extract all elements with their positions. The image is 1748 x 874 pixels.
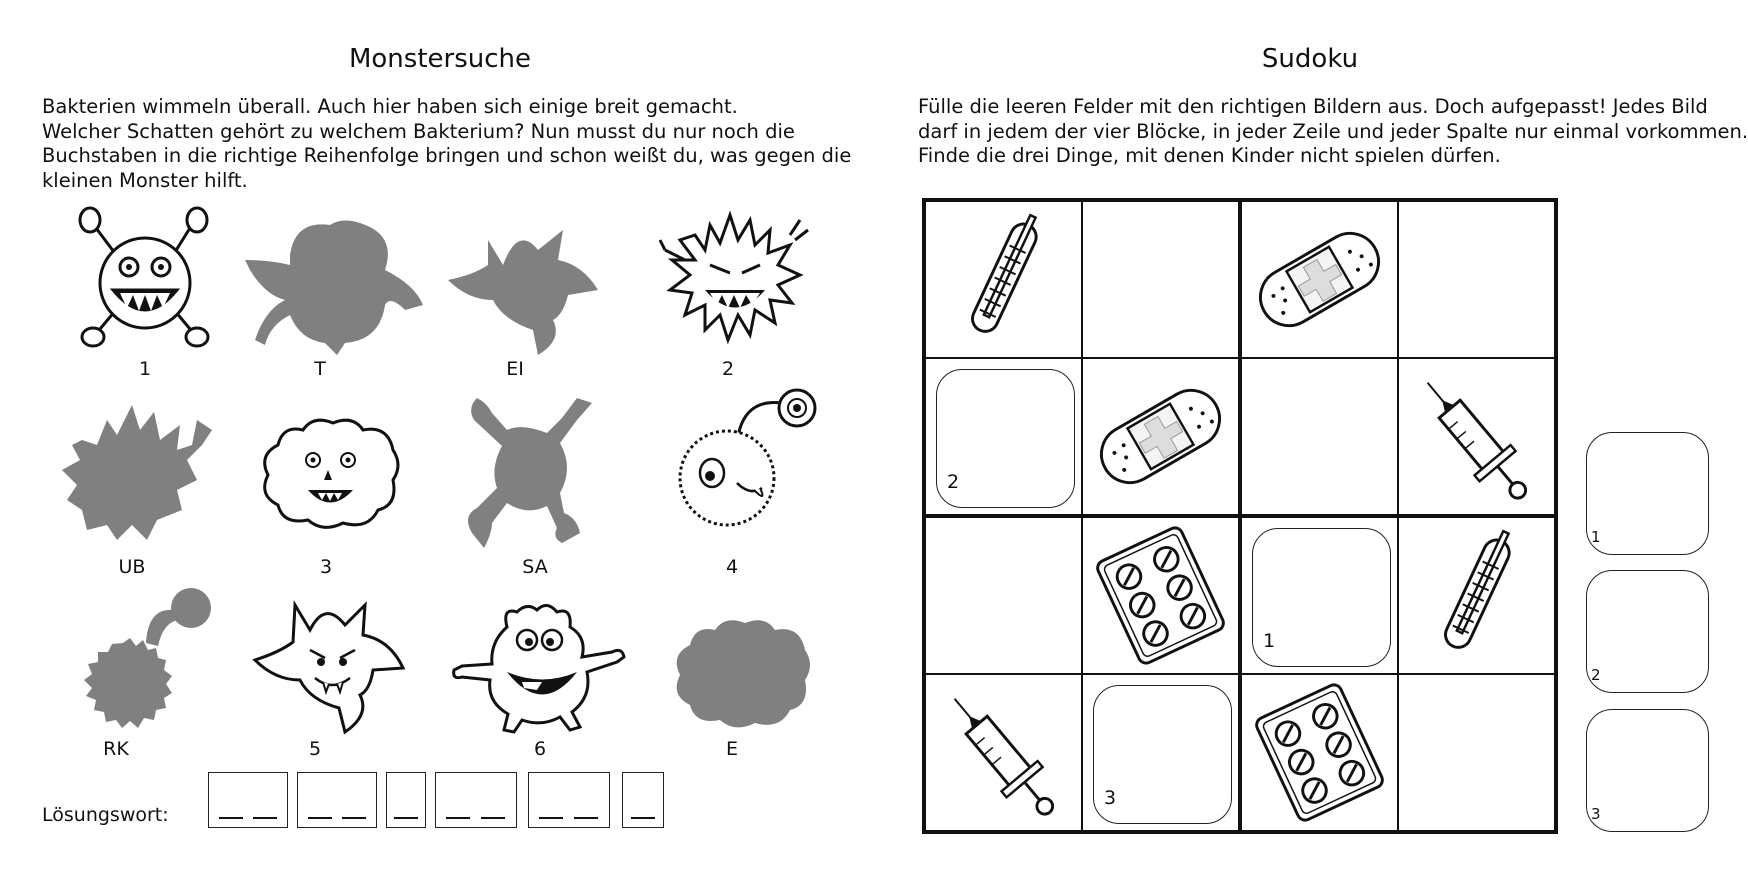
monster-label: 6 xyxy=(533,738,547,760)
solution-box[interactable] xyxy=(622,772,664,828)
instruction-line: Buchstaben in die richtige Reihenfolge bringen und schon weißt du, was gegen die xyxy=(42,144,852,167)
instruction-line: darf in jedem der vier Blöcke, in jeder Zeile und jeder Spalte nur einmal vorkommen. xyxy=(918,119,1748,143)
blob-bacterium-shadow-icon xyxy=(670,615,815,730)
syringe-icon xyxy=(926,675,1081,830)
letter-blank xyxy=(308,817,332,819)
thermometer-icon xyxy=(926,202,1081,357)
sudoku-cell[interactable] xyxy=(1083,202,1242,361)
sudoku-cell[interactable] xyxy=(1242,359,1401,518)
sudoku-cell[interactable] xyxy=(1399,675,1558,834)
spiky-angry-bacterium-icon xyxy=(660,205,810,345)
sudoku-cell[interactable] xyxy=(1083,675,1242,834)
blank-number: 3 xyxy=(1104,787,1117,809)
shadow-label: EI xyxy=(506,358,524,380)
letter-blank xyxy=(446,817,470,819)
letter-blank xyxy=(219,817,243,819)
letter-blank xyxy=(631,817,655,819)
bat-bacterium-icon xyxy=(255,600,405,735)
instruction-line: kleinen Monster hilft. xyxy=(42,168,248,192)
letter-blank xyxy=(253,817,277,819)
shadow-label: SA xyxy=(522,556,548,578)
monster-label: 4 xyxy=(725,556,739,578)
bandage-icon xyxy=(1242,202,1397,357)
shadow-label: T xyxy=(314,358,326,380)
eye-stalk-bacterium-icon xyxy=(672,388,822,533)
sudoku-cell[interactable] xyxy=(926,675,1085,834)
solution-box[interactable] xyxy=(297,772,377,828)
stalk-bacterium-shadow-icon xyxy=(462,398,597,548)
sudoku-cell[interactable] xyxy=(1399,359,1558,518)
letter-blank xyxy=(342,817,366,819)
solution-box[interactable] xyxy=(386,772,426,828)
answer-number: 3 xyxy=(1591,805,1601,823)
sudoku-cell[interactable] xyxy=(926,202,1085,361)
letter-blank xyxy=(394,817,418,819)
letter-blank xyxy=(481,817,505,819)
thermometer-icon xyxy=(1399,518,1554,673)
sudoku-grid xyxy=(922,198,1558,834)
solution-box[interactable] xyxy=(208,772,288,828)
monster-label: 3 xyxy=(319,556,333,578)
sudoku-cell[interactable] xyxy=(1083,359,1242,518)
pills-icon xyxy=(1083,518,1238,673)
sudoku-instructions xyxy=(918,95,1748,169)
four-arm-bacterium-shadow-icon xyxy=(245,215,425,355)
answer-number: 2 xyxy=(1591,666,1601,684)
sudoku-cell[interactable] xyxy=(1399,202,1558,361)
sudoku-title: Sudoku xyxy=(1261,44,1359,74)
pills-icon xyxy=(1242,675,1397,830)
bat-bacterium-shadow-icon xyxy=(448,220,598,355)
letter-blank xyxy=(539,817,563,819)
instruction-line: Bakterien wimmeln überall. Auch hier haben sich einige breit gemacht. xyxy=(42,95,738,118)
sudoku-cell[interactable] xyxy=(1242,202,1401,361)
answer-box[interactable] xyxy=(1586,432,1709,555)
instruction-line: Finde die drei Dinge, mit denen Kinder nicht spielen dürfen. xyxy=(918,144,1501,167)
answer-blank-box[interactable] xyxy=(1252,528,1391,667)
shadow-label: E xyxy=(725,738,738,760)
eye-stalk-bacterium-shadow-icon xyxy=(68,588,213,738)
sudoku-cell[interactable] xyxy=(1242,518,1401,677)
monster-label: 1 xyxy=(138,358,152,380)
blob-bacterium-icon xyxy=(258,415,403,530)
letter-blank xyxy=(574,817,598,819)
four-arm-bacterium-icon xyxy=(75,205,215,355)
sudoku-cell[interactable] xyxy=(1399,518,1558,677)
blank-number: 2 xyxy=(947,471,960,493)
syringe-icon xyxy=(1399,359,1554,514)
sudoku-cell[interactable] xyxy=(1242,675,1401,834)
shadow-label: RK xyxy=(103,738,129,760)
spiky-bacterium-shadow-icon xyxy=(62,400,212,540)
answer-box[interactable] xyxy=(1586,709,1709,832)
instruction-line: Fülle die leeren Felder mit den richtigen Bildern aus. Doch aufgepasst! Jedes Bild xyxy=(918,95,1708,118)
solution-word-label: Lösungswort: xyxy=(42,804,169,826)
sudoku-cell[interactable] xyxy=(1083,518,1242,677)
blank-number: 1 xyxy=(1263,630,1276,652)
monster-search-title: Monstersuche xyxy=(348,44,532,74)
monster-label: 2 xyxy=(721,358,735,380)
answer-blank-box[interactable] xyxy=(936,369,1075,508)
monster-search-instructions xyxy=(42,95,851,193)
answer-box[interactable] xyxy=(1586,570,1709,693)
happy-bacterium-icon xyxy=(452,602,627,737)
instruction-line: Welcher Schatten gehört zu welchem Bakterium? Nun musst du nur noch die xyxy=(42,119,795,143)
sudoku-cell[interactable] xyxy=(926,359,1085,518)
monster-label: 5 xyxy=(308,738,322,760)
answer-blank-box[interactable] xyxy=(1093,685,1232,824)
shadow-label: UB xyxy=(118,556,146,578)
solution-box[interactable] xyxy=(528,772,610,828)
sudoku-cell[interactable] xyxy=(926,518,1085,677)
answer-number: 1 xyxy=(1591,528,1601,546)
bandage-icon xyxy=(1083,359,1238,514)
solution-box[interactable] xyxy=(435,772,517,828)
